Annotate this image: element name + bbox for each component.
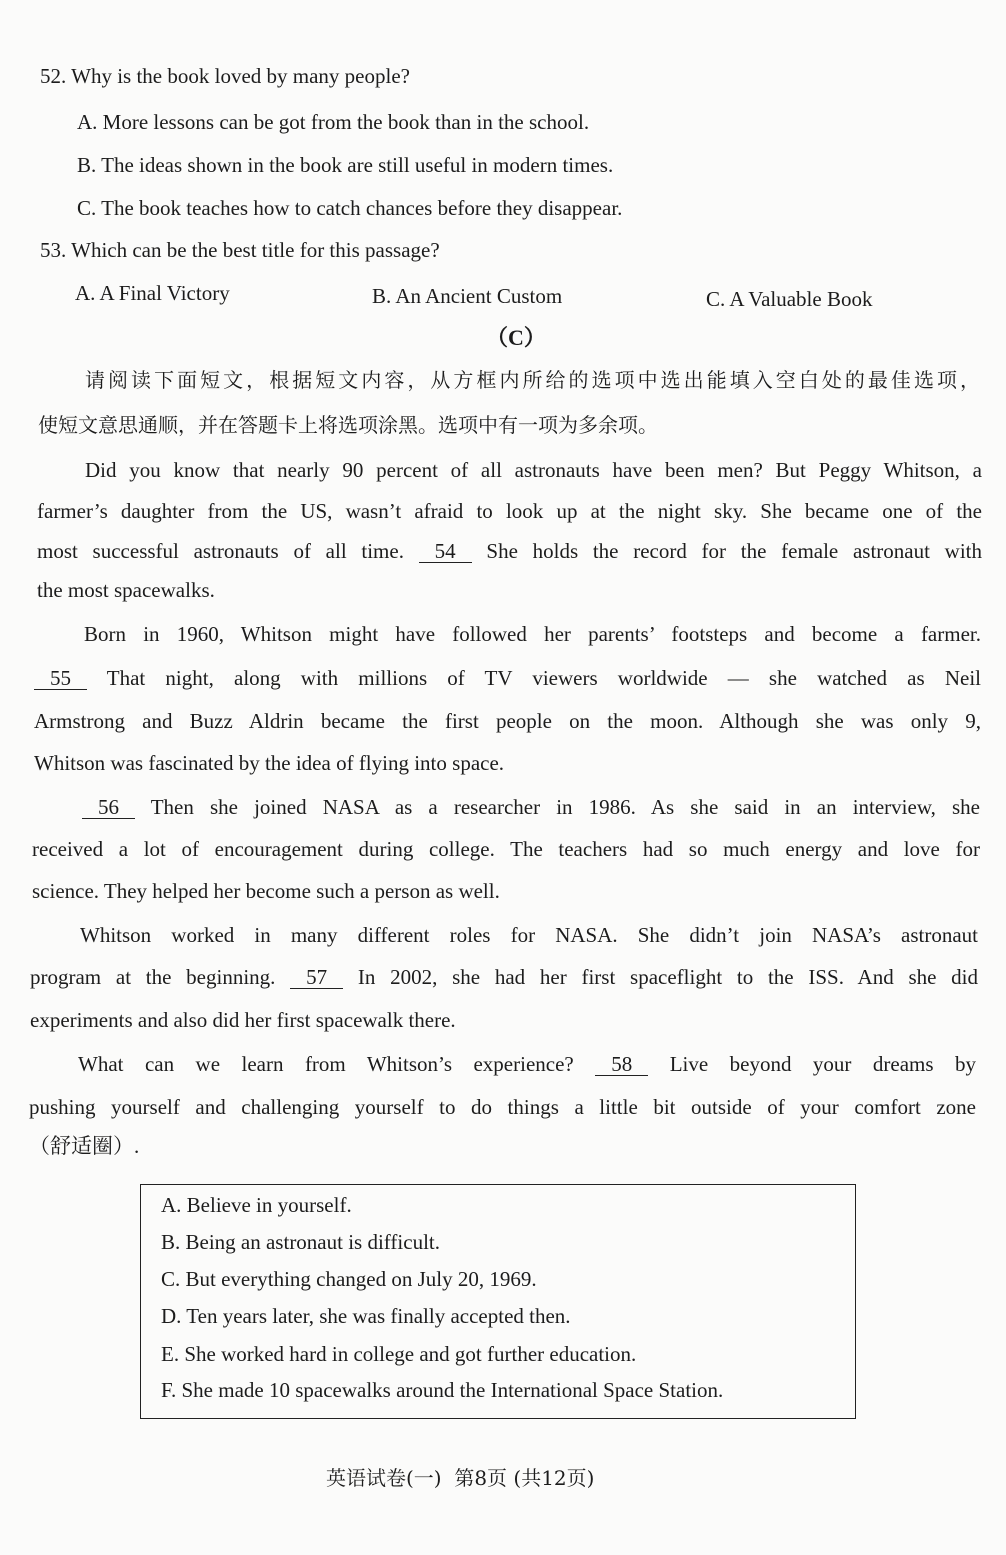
blank-54: 54	[419, 540, 472, 563]
p5-line1	[78, 1050, 976, 1078]
p1-line3	[37, 537, 982, 565]
option-box-c: C. But everything changed on July 20, 1969.	[161, 1267, 537, 1291]
option-box-a: A. Believe in yourself.	[161, 1193, 352, 1217]
p5-line1-post: Live beyond your dreams by	[669, 1052, 976, 1076]
p4-line2-pre: program at the beginning.	[30, 965, 276, 989]
p4-line3: experiments and also did her first spacewalk there.	[30, 1008, 456, 1032]
section-c-instruction-line2: 使短文意思通顺，并在答题卡上将选项涂黑。选项中有一项为多余项。	[38, 413, 658, 437]
option-box	[140, 1184, 856, 1419]
q52-option-a: A. More lessons can be got from the book than in the school.	[77, 110, 590, 134]
q52-option-b: B. The ideas shown in the book are still useful in modern times.	[77, 153, 614, 177]
p1-line1: Did you know that nearly 90 percent of all astronauts have been men? But Peggy Whitson, a	[85, 458, 982, 482]
q53-option-c: C. A Valuable Book	[706, 287, 873, 311]
option-box-f: F. She made 10 spacewalks around the International Space Station.	[161, 1378, 724, 1402]
blank-56: 56	[82, 796, 135, 819]
blank-55: 55	[34, 667, 87, 690]
option-box-d: D. Ten years later, she was finally accepted then.	[161, 1304, 571, 1328]
p4-line2	[30, 963, 978, 991]
p3-line2: received a lot of encouragement during college. The teachers had so much energy and love for	[32, 837, 980, 861]
q52-option-c: C. The book teaches how to catch chances before they disappear.	[77, 196, 623, 220]
p2-line2	[34, 664, 981, 692]
p3-line1-post: Then she joined NASA as a researcher in 1986. As she said in an interview, she	[150, 795, 980, 819]
section-c-title: （C）	[486, 325, 546, 350]
p5-line2: pushing yourself and challenging yourself to do things a little bit outside of your comfort zone	[29, 1095, 976, 1119]
blank-57: 57	[290, 966, 343, 989]
p1-line3-pre: most successful astronauts of all time.	[37, 539, 404, 563]
blank-58: 58	[595, 1053, 648, 1076]
section-c-instruction-line1: 请阅读下面短文，根据短文内容，从方框内所给的选项中选出能填入空白处的最佳选项，	[85, 368, 980, 392]
p3-line1	[82, 793, 980, 821]
p3-line3: science. They helped her become such a person as well.	[32, 879, 500, 903]
q53-stem: 53. Which can be the best title for this passage?	[40, 238, 440, 262]
p2-line3: Armstrong and Buzz Aldrin became the first people on the moon. Although she was only 9,	[34, 709, 981, 733]
q52-stem: 52. Why is the book loved by many people?	[40, 64, 410, 88]
p1-line4: the most spacewalks.	[37, 578, 215, 602]
p1-line2: farmer’s daughter from the US, wasn’t afraid to look up at the night sky. She became one of the	[37, 499, 982, 523]
p4-line1: Whitson worked in many different roles for NASA. She didn’t join NASA’s astronaut	[80, 923, 978, 947]
p2-line4: Whitson was fascinated by the idea of flying into space.	[34, 751, 505, 775]
p2-line2-post: That night, along with millions of TV viewers worldwide — she watched as Neil	[106, 666, 981, 690]
p2-line1: Born in 1960, Whitson might have followed her parents’ footsteps and become a farmer.	[84, 622, 981, 646]
q53-option-a: A. A Final Victory	[75, 281, 230, 305]
p5-line1-pre: What can we learn from Whitson’s experience?	[78, 1052, 574, 1076]
option-box-e: E. She worked hard in college and got further education.	[161, 1342, 637, 1366]
option-box-b: B. Being an astronaut is difficult.	[161, 1230, 440, 1254]
p1-line3-post: She holds the record for the female astronaut with	[486, 539, 982, 563]
p5-line3: （舒适圈）.	[29, 1134, 140, 1158]
page-footer: 英语试卷(一) 第8页 (共12页)	[326, 1466, 595, 1490]
p4-line2-post: In 2002, she had her first spaceflight to the ISS. And she did	[357, 965, 979, 989]
q53-option-b: B. An Ancient Custom	[372, 284, 563, 308]
